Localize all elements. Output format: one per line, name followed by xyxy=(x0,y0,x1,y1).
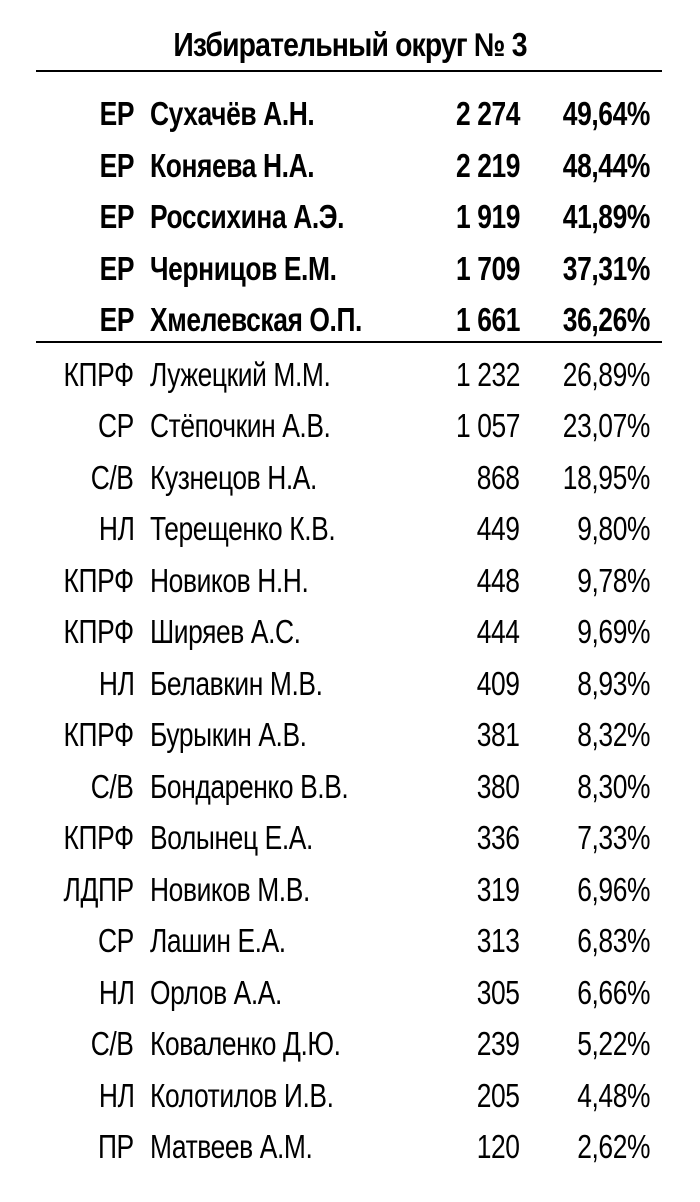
candidate-row xyxy=(0,967,700,1019)
vote-percent: 6,96% xyxy=(577,870,650,908)
vote-count: 313 xyxy=(477,922,520,959)
candidate-name: Бондаренко В.В. xyxy=(150,767,349,805)
candidate-name: Новиков Н.Н. xyxy=(150,561,309,599)
candidate-name: Лашин Е.А. xyxy=(150,922,286,959)
candidate-row xyxy=(0,709,700,761)
candidate-name: Сухачёв А.Н. xyxy=(150,95,315,132)
candidate-row xyxy=(0,864,700,916)
candidate-name: Орлов А.А. xyxy=(150,973,282,1011)
candidate-name: Лужецкий М.М. xyxy=(150,355,331,393)
vote-count: 381 xyxy=(477,716,520,753)
party-label: КПРФ xyxy=(63,613,134,650)
party-label: НЛ xyxy=(98,973,134,1011)
candidate-name: Хмелевская О.П. xyxy=(150,301,362,338)
vote-percent: 48,44% xyxy=(562,146,650,184)
vote-count: 1 919 xyxy=(455,198,520,235)
party-label: НЛ xyxy=(98,1076,134,1114)
vote-count: 2 274 xyxy=(455,95,520,132)
vote-count: 444 xyxy=(477,613,520,650)
vote-percent: 18,95% xyxy=(562,458,650,496)
vote-percent: 5,22% xyxy=(577,1025,650,1062)
party-label: ЕР xyxy=(99,95,134,132)
candidate-row xyxy=(0,812,700,864)
vote-count: 305 xyxy=(477,973,520,1011)
candidate-name: Коваленко Д.Ю. xyxy=(150,1025,341,1062)
vote-percent: 2,62% xyxy=(577,1128,650,1165)
party-label: ЕР xyxy=(99,146,134,184)
vote-count: 1 709 xyxy=(455,249,520,287)
candidate-name: Черницов Е.М. xyxy=(150,249,337,287)
vote-count: 336 xyxy=(477,819,520,856)
elected-candidate-row xyxy=(0,191,700,243)
vote-percent: 6,66% xyxy=(577,973,650,1011)
party-label: КПРФ xyxy=(63,561,134,599)
vote-count: 1 232 xyxy=(455,355,520,393)
vote-percent: 37,31% xyxy=(562,249,650,287)
party-label: СР xyxy=(98,407,134,444)
vote-percent: 49,64% xyxy=(562,95,650,132)
party-label: ПР xyxy=(98,1128,134,1165)
candidate-row xyxy=(0,1018,700,1070)
district-title: Избирательный округ № 3 xyxy=(173,26,527,63)
candidate-name: Волынец Е.А. xyxy=(150,819,313,856)
candidate-row xyxy=(0,349,700,401)
vote-count: 380 xyxy=(477,767,520,805)
candidate-row xyxy=(0,658,700,710)
vote-percent: 4,48% xyxy=(577,1076,650,1114)
candidate-row xyxy=(0,452,700,504)
vote-percent: 8,32% xyxy=(577,716,650,753)
party-label: ЛДПР xyxy=(63,870,134,908)
vote-percent: 8,93% xyxy=(577,664,650,702)
candidate-row xyxy=(0,1121,700,1173)
candidate-row xyxy=(0,761,700,813)
party-label: С/В xyxy=(91,1025,134,1062)
party-label: С/В xyxy=(91,458,134,496)
candidate-name: Матвеев А.М. xyxy=(150,1128,313,1165)
candidate-table xyxy=(0,88,700,1173)
vote-percent: 23,07% xyxy=(562,407,650,444)
candidate-name: Новиков М.В. xyxy=(150,870,310,908)
party-label: КПРФ xyxy=(63,819,134,856)
vote-count: 448 xyxy=(477,561,520,599)
vote-percent: 7,33% xyxy=(577,819,650,856)
title-underline xyxy=(36,70,662,72)
party-label: КПРФ xyxy=(63,716,134,753)
party-label: КПРФ xyxy=(63,355,134,393)
candidate-row xyxy=(0,1070,700,1122)
candidate-row xyxy=(0,400,700,452)
vote-count: 409 xyxy=(477,664,520,702)
candidate-name: Коняева Н.А. xyxy=(150,146,315,184)
candidate-name: Ширяев А.С. xyxy=(150,613,301,650)
vote-percent: 26,89% xyxy=(562,355,650,393)
party-label: ЕР xyxy=(99,249,134,287)
vote-percent: 9,69% xyxy=(577,613,650,650)
vote-percent: 41,89% xyxy=(562,198,650,235)
party-label: С/В xyxy=(91,767,134,805)
vote-count: 239 xyxy=(477,1025,520,1062)
party-label: НЛ xyxy=(98,510,134,547)
candidate-row xyxy=(0,606,700,658)
party-label: СР xyxy=(98,922,134,959)
elected-candidate-row xyxy=(0,88,700,140)
elected-candidate-row xyxy=(0,140,700,192)
candidate-name: Стёпочкин А.В. xyxy=(150,407,331,444)
vote-percent: 8,30% xyxy=(577,767,650,805)
candidate-row xyxy=(0,503,700,555)
elected-candidate-row xyxy=(0,294,700,346)
candidate-row xyxy=(0,555,700,607)
elected-candidate-row xyxy=(0,243,700,295)
candidate-name: Терещенко К.В. xyxy=(150,510,336,547)
vote-count: 319 xyxy=(477,870,520,908)
vote-percent: 36,26% xyxy=(562,301,650,338)
candidate-name: Бурыкин А.В. xyxy=(150,716,307,753)
candidate-name: Россихина А.Э. xyxy=(150,198,345,235)
vote-count: 2 219 xyxy=(455,146,520,184)
vote-count: 1 661 xyxy=(455,301,520,338)
candidate-name: Колотилов И.В. xyxy=(150,1076,334,1114)
vote-count: 205 xyxy=(477,1076,520,1114)
vote-count: 449 xyxy=(477,510,520,547)
vote-percent: 9,78% xyxy=(577,561,650,599)
candidate-name: Кузнецов Н.А. xyxy=(150,458,317,496)
party-label: НЛ xyxy=(98,664,134,702)
vote-percent: 6,83% xyxy=(577,922,650,959)
candidate-row xyxy=(0,915,700,967)
vote-count: 120 xyxy=(477,1128,520,1165)
party-label: ЕР xyxy=(99,198,134,235)
vote-count: 1 057 xyxy=(455,407,520,444)
vote-count: 868 xyxy=(477,458,520,496)
candidate-name: Белавкин М.В. xyxy=(150,664,323,702)
vote-percent: 9,80% xyxy=(577,510,650,547)
party-label: ЕР xyxy=(99,301,134,338)
